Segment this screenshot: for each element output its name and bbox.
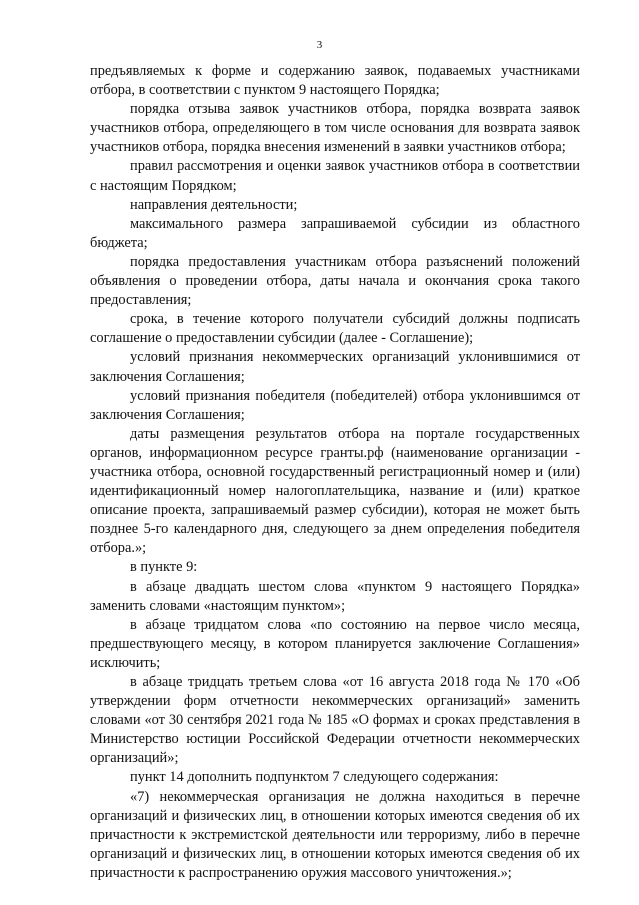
paragraph: даты размещения результатов отбора на портале государственных органов, информационном ресурсе гранты.рф (наименование организации - участника отбора, основной государственный регистрационный номер и (или) идентификационный номер налогоплательщика, название и (или) краткое описание проекта, запрашиваемый размер субсидии), которая не может быть позднее 5-го календарного дня, следующего за днем определения победителя отбора.»; <box>90 425 580 557</box>
page-number: 3 <box>316 39 323 51</box>
paragraph: срока, в течение которого получатели субсидий должны подписать соглашение о предоставлении субсидии (далее - Соглашение); <box>90 311 580 347</box>
paragraph: «7) некоммерческая организация не должна находиться в перечне организаций и физических лиц, в отношении которых имеются сведения об их причастности к экстремистской деятельности или терроризму, либо в перечне организаций и физических лиц, в отношении которых имеются сведения об их причастности к распространению оружия массового уничтожения.»; <box>90 788 580 881</box>
paragraph: предъявляемых к форме и содержанию заявок, подаваемых участниками отбора, в соответствии с пунктом 9 настоящего Порядка; <box>90 63 580 99</box>
paragraph: условий признания некоммерческих организаций уклонившимися от заключения Соглашения; <box>90 349 580 385</box>
paragraph: правил рассмотрения и оценки заявок участников отбора в соответствии с настоящим Порядком; <box>90 158 580 194</box>
paragraph: максимального размера запрашиваемой субсидии из областного бюджета; <box>90 215 580 251</box>
paragraph: в абзаце двадцать шестом слова «пунктом 9 настоящего Порядка» заменить словами «настоящим пунктом»; <box>90 578 580 614</box>
paragraph: порядка отзыва заявок участников отбора, порядка возврата заявок участников отбора, определяющего в том числе основания для возврата заявок участников отбора, порядка внесения изменений в заявки участников отбора; <box>90 101 580 156</box>
document-body <box>90 62 580 883</box>
paragraph: в пункте 9: <box>130 559 198 576</box>
paragraph: в абзаце тридцать третьем слова «от 16 августа 2018 года № 170 «Об утверждении форм отчетности некоммерческих организаций» заменить словами «от 30 сентября 2021 года № 185 «О формах и сроках представления в Министерство юстиции Российской Федерации отчетности некоммерческих организаций»; <box>90 674 580 767</box>
paragraph: порядка предоставления участникам отбора разъяснений положений объявления о проведении отбора, даты начала и окончания срока такого предоставления; <box>90 253 580 309</box>
paragraph: направления деятельности; <box>130 196 298 213</box>
paragraph: пункт 14 дополнить подпунктом 7 следующего содержания: <box>130 769 499 786</box>
paragraph: в абзаце тридцатом слова «по состоянию на первое число месяца, предшествующего месяцу, в котором планируется заключение Соглашения» исключить; <box>90 616 580 671</box>
paragraph: условий признания победителя (победителей) отбора уклонившимся от заключения Соглашения; <box>90 387 580 423</box>
